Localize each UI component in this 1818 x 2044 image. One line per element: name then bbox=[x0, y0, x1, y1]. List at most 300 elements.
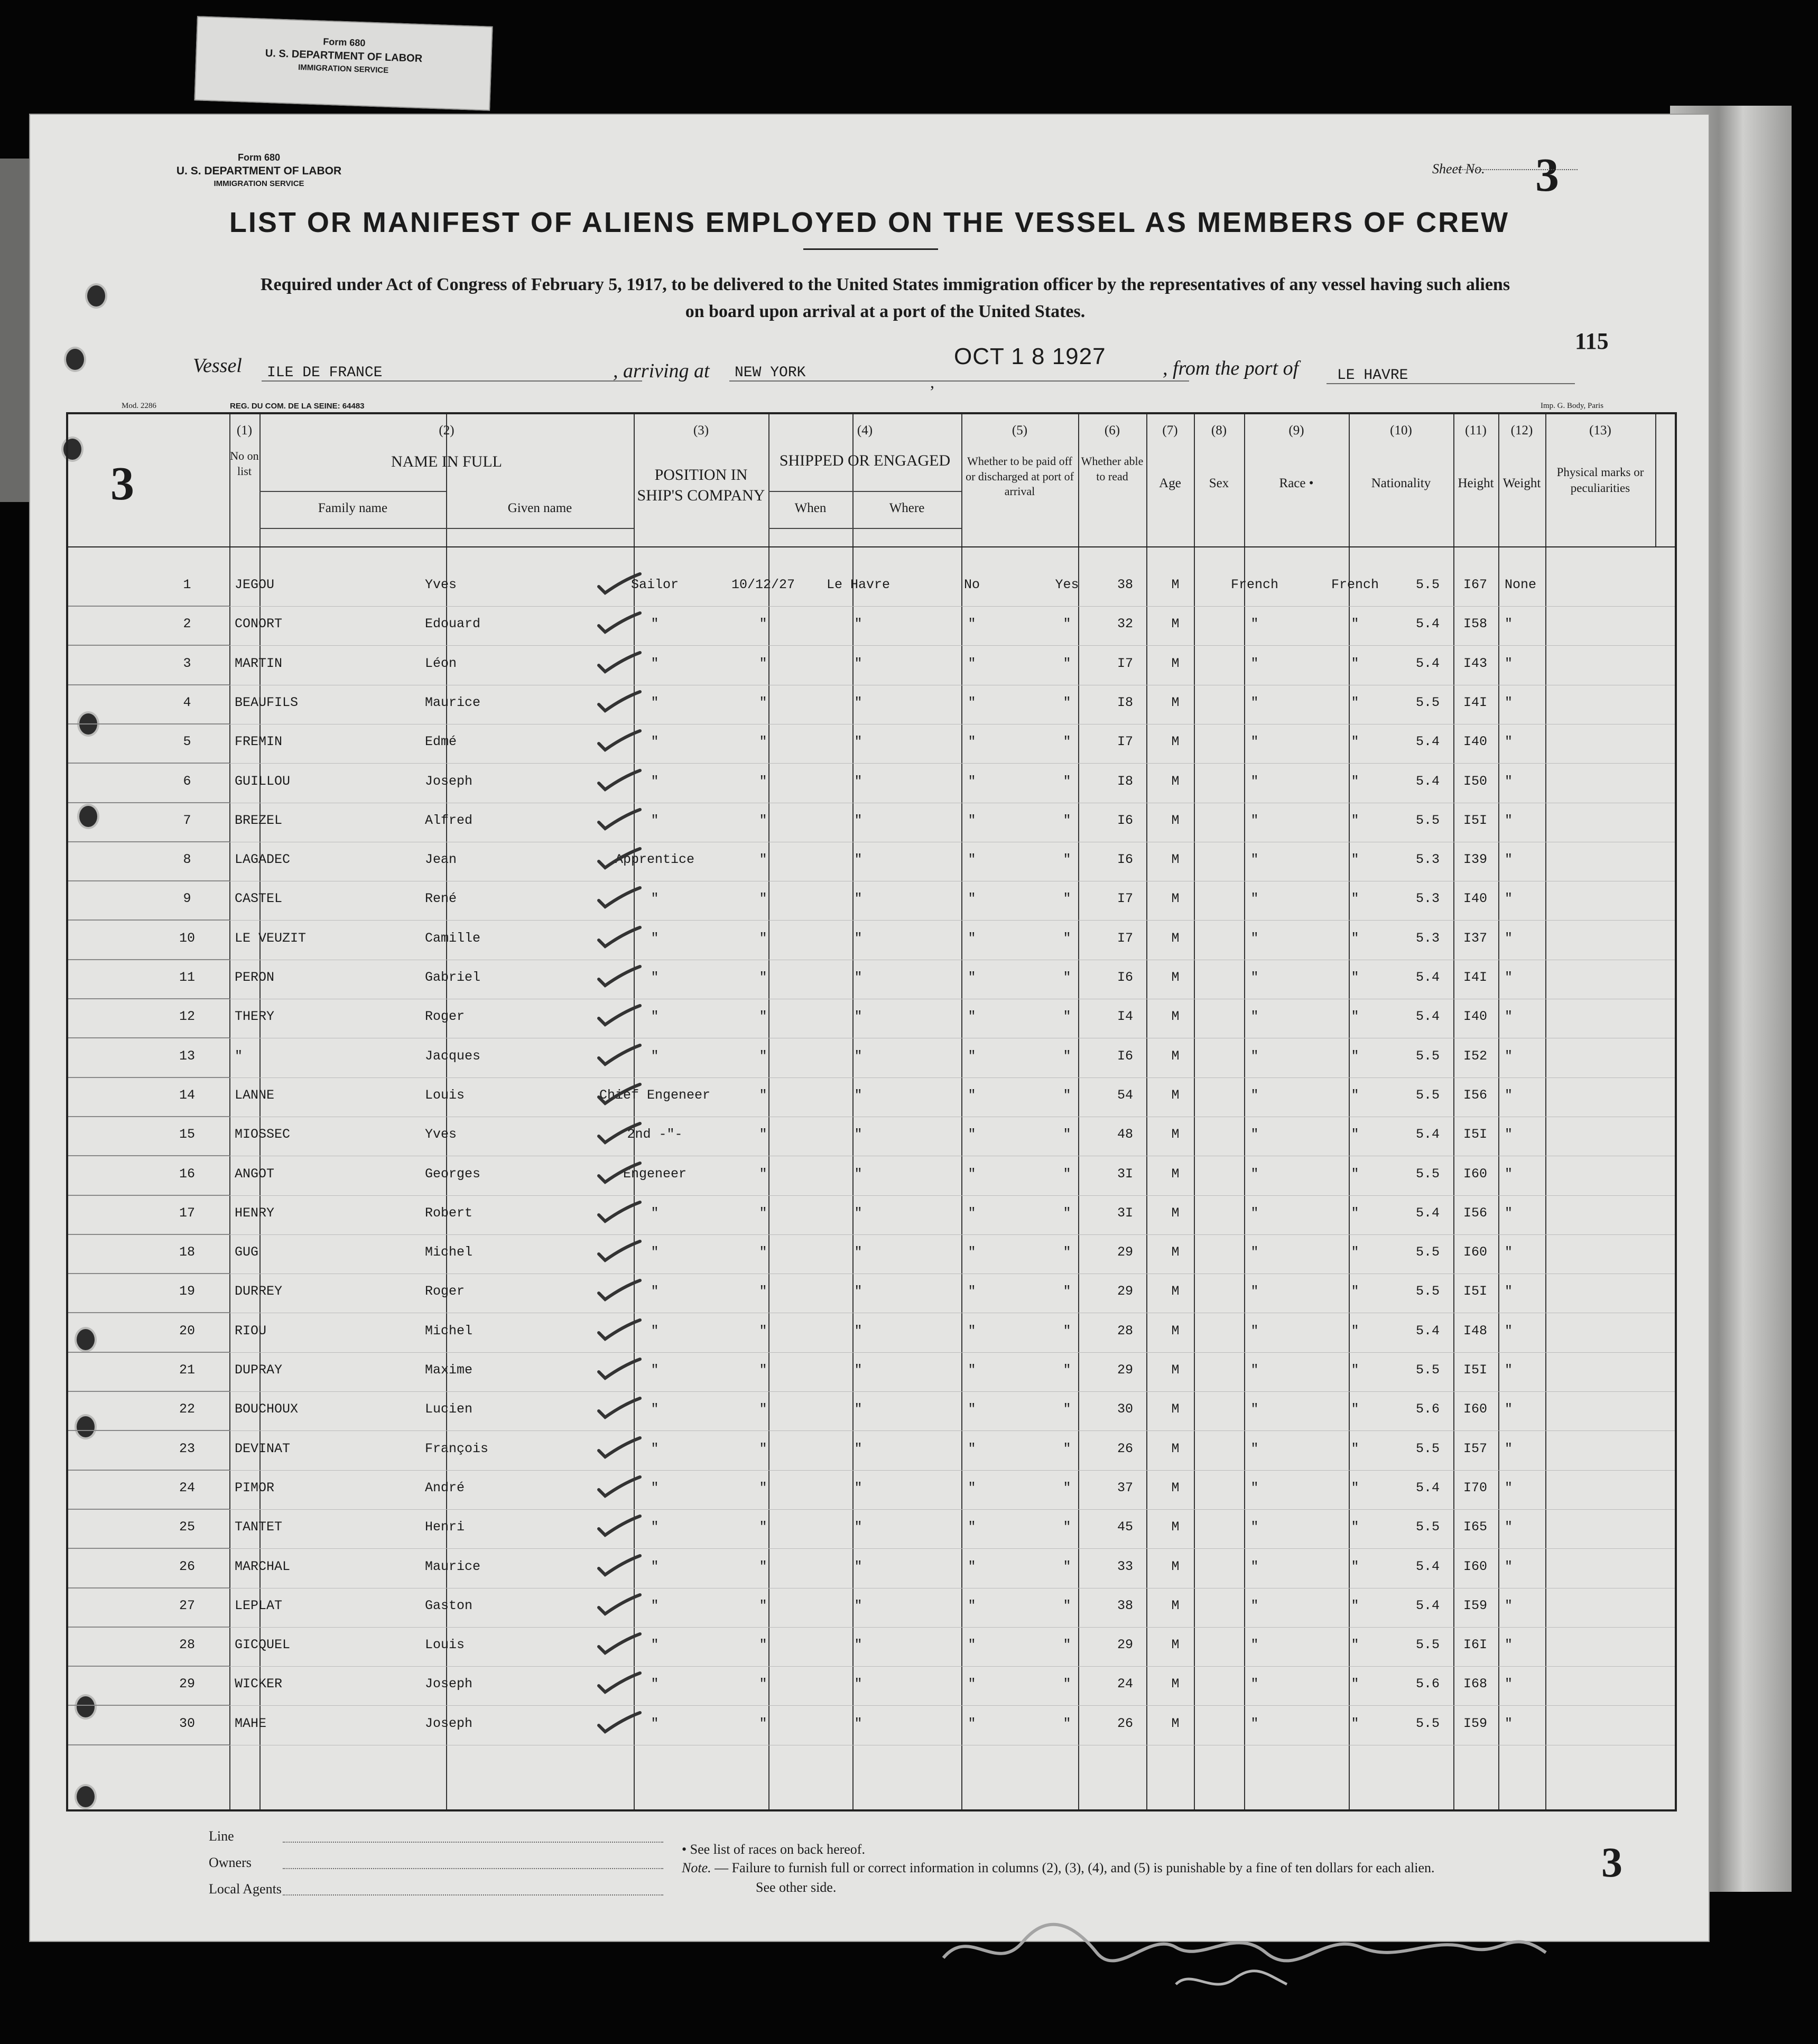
height-cell: 5.4 bbox=[1415, 970, 1440, 985]
inspector-check-mark bbox=[597, 925, 642, 952]
row-line bbox=[229, 1548, 1675, 1549]
row-number-cell: 4 bbox=[183, 695, 191, 710]
sex-cell: M bbox=[1171, 1284, 1180, 1299]
shipped-when-cell: " bbox=[759, 970, 767, 985]
paid-off-cell: " bbox=[968, 1205, 976, 1221]
shipped-when-cell: " bbox=[759, 1205, 767, 1221]
age-cell: 26 bbox=[1117, 1716, 1133, 1731]
row-line bbox=[68, 1705, 229, 1706]
shipped-where-cell: " bbox=[854, 656, 862, 671]
page-number: 115 bbox=[1575, 328, 1609, 354]
col-divider bbox=[1655, 414, 1656, 546]
height-cell: 5.3 bbox=[1415, 891, 1440, 906]
nationality-cell: " bbox=[1351, 1127, 1359, 1142]
service-label: IMMIGRATION SERVICE bbox=[214, 179, 304, 188]
given-name-cell: Léon bbox=[425, 656, 457, 671]
age-cell: 48 bbox=[1117, 1127, 1133, 1142]
row-number-cell: 28 bbox=[179, 1637, 195, 1652]
physical-marks-cell: " bbox=[1505, 1284, 1513, 1299]
weight-cell: I52 bbox=[1463, 1048, 1487, 1064]
family-name-cell: DURREY bbox=[235, 1284, 283, 1299]
inspector-check-mark bbox=[597, 1200, 642, 1227]
back-service: IMMIGRATION SERVICE bbox=[298, 63, 389, 75]
shipped-when-cell: " bbox=[759, 1480, 767, 1495]
weight-cell: I4I bbox=[1463, 695, 1487, 710]
physical-marks-cell: " bbox=[1505, 1009, 1513, 1024]
race-cell: " bbox=[1250, 616, 1259, 631]
nationality-cell: " bbox=[1351, 813, 1359, 828]
race-cell: " bbox=[1250, 1166, 1259, 1182]
sex-cell: M bbox=[1171, 695, 1180, 710]
age-cell: 26 bbox=[1117, 1441, 1133, 1456]
height-cell: 5.4 bbox=[1415, 1205, 1440, 1221]
given-name-cell: Joseph bbox=[425, 774, 473, 789]
nationality-cell: " bbox=[1351, 1166, 1359, 1182]
height-cell: 5.4 bbox=[1415, 656, 1440, 671]
table-row bbox=[68, 1274, 1675, 1313]
col4-label: SHIPPED OR ENGAGED bbox=[779, 452, 951, 469]
physical-marks-cell: " bbox=[1505, 1048, 1513, 1064]
table-row bbox=[68, 1196, 1675, 1235]
position-cell: " bbox=[651, 931, 659, 946]
row-line bbox=[68, 645, 229, 646]
shipped-when-cell: " bbox=[759, 1676, 767, 1692]
col7-number: (7) bbox=[1162, 423, 1178, 438]
sex-cell: M bbox=[1171, 1009, 1180, 1024]
inspector-check-mark bbox=[597, 1593, 642, 1619]
age-cell: 38 bbox=[1117, 1598, 1133, 1613]
nationality-cell: " bbox=[1351, 970, 1359, 985]
nationality-cell: " bbox=[1351, 1676, 1359, 1692]
family-name-cell: MARTIN bbox=[235, 656, 283, 671]
family-name-cell: PIMOR bbox=[235, 1480, 275, 1495]
nationality-cell: " bbox=[1351, 1401, 1359, 1417]
age-cell: I6 bbox=[1117, 970, 1133, 985]
col8-number: (8) bbox=[1211, 423, 1227, 438]
weight-cell: I60 bbox=[1463, 1401, 1487, 1417]
weight-cell: I43 bbox=[1463, 656, 1487, 671]
sex-cell: M bbox=[1171, 656, 1180, 671]
weight-cell: I60 bbox=[1463, 1244, 1487, 1260]
position-cell: " bbox=[651, 1598, 659, 1613]
crew-manifest-table bbox=[66, 412, 1677, 1811]
sex-cell: M bbox=[1171, 734, 1180, 749]
given-name-cell: Roger bbox=[425, 1009, 465, 1024]
family-name-cell: BREZEL bbox=[235, 813, 283, 828]
physical-marks-cell: " bbox=[1505, 891, 1513, 906]
position-cell: Sailor bbox=[630, 577, 679, 592]
physical-marks-cell: " bbox=[1505, 1716, 1513, 1731]
able-to-read-cell: " bbox=[1063, 1323, 1071, 1339]
row-number-cell: 14 bbox=[179, 1088, 195, 1103]
shipped-where-cell: Le Havre bbox=[826, 577, 891, 592]
able-to-read-cell: " bbox=[1063, 1284, 1071, 1299]
given-name-cell: Georges bbox=[425, 1166, 481, 1182]
position-cell: " bbox=[651, 1519, 659, 1535]
table-row bbox=[68, 1353, 1675, 1392]
position-cell: " bbox=[651, 1401, 659, 1417]
sex-cell: M bbox=[1171, 1166, 1180, 1182]
sex-cell: M bbox=[1171, 891, 1180, 906]
able-to-read-cell: " bbox=[1063, 891, 1071, 906]
physical-marks-cell: " bbox=[1505, 695, 1513, 710]
physical-marks-cell: " bbox=[1505, 1323, 1513, 1339]
physical-marks-cell: " bbox=[1505, 1598, 1513, 1613]
col12-number: (12) bbox=[1510, 423, 1533, 438]
row-line bbox=[68, 1548, 229, 1549]
local-agents-label: Local Agents bbox=[209, 1881, 282, 1897]
inspector-check-mark bbox=[597, 1396, 642, 1423]
from-port: LE HAVRE bbox=[1337, 367, 1408, 384]
sex-cell: M bbox=[1171, 1480, 1180, 1495]
inspector-check-mark bbox=[597, 651, 642, 677]
given-name-cell: Lucien bbox=[425, 1401, 473, 1417]
age-cell: I6 bbox=[1117, 1048, 1133, 1064]
shipped-where-cell: " bbox=[854, 1637, 862, 1652]
row-number-cell: 17 bbox=[179, 1205, 195, 1221]
line-label: Line bbox=[209, 1828, 234, 1844]
inspector-check-mark bbox=[597, 1357, 642, 1383]
paid-off-cell: " bbox=[968, 1441, 976, 1456]
able-to-read-cell: " bbox=[1063, 734, 1071, 749]
line-field bbox=[283, 1842, 663, 1843]
family-name-cell: CASTEL bbox=[235, 891, 283, 906]
position-cell: " bbox=[651, 1716, 659, 1731]
height-cell: 5.4 bbox=[1415, 734, 1440, 749]
age-cell: 29 bbox=[1117, 1284, 1133, 1299]
race-cell: " bbox=[1250, 1088, 1259, 1103]
race-cell: " bbox=[1250, 1598, 1259, 1613]
paid-off-cell: " bbox=[968, 1323, 976, 1339]
age-cell: I7 bbox=[1117, 734, 1133, 749]
table-row bbox=[68, 881, 1675, 921]
table-row bbox=[68, 999, 1675, 1038]
age-cell: 29 bbox=[1117, 1244, 1133, 1260]
row-line bbox=[68, 1312, 229, 1313]
table-row bbox=[68, 568, 1675, 607]
shipped-when-cell: " bbox=[759, 695, 767, 710]
nationality-cell: " bbox=[1351, 1519, 1359, 1535]
family-name-cell: PERON bbox=[235, 970, 275, 985]
row-number-cell: 12 bbox=[179, 1009, 195, 1024]
title-underline bbox=[803, 248, 938, 250]
row-number-cell: 23 bbox=[179, 1441, 195, 1456]
age-cell: 3I bbox=[1117, 1166, 1133, 1182]
family-name-cell: LEPLAT bbox=[235, 1598, 283, 1613]
race-cell: " bbox=[1250, 1480, 1259, 1495]
race-cell: " bbox=[1250, 1323, 1259, 1339]
given-name-cell: Yves bbox=[425, 577, 457, 592]
physical-marks-cell: " bbox=[1505, 774, 1513, 789]
shipped-where-cell: " bbox=[854, 1559, 862, 1574]
height-cell: 5.4 bbox=[1415, 1559, 1440, 1574]
table-row bbox=[68, 1392, 1675, 1431]
shipped-where-cell: " bbox=[854, 1048, 862, 1064]
shipped-when-cell: 10/12/27 bbox=[731, 577, 795, 592]
physical-marks-cell: " bbox=[1505, 1205, 1513, 1221]
able-to-read-cell: Yes bbox=[1055, 577, 1079, 592]
inspector-check-mark bbox=[597, 690, 642, 716]
given-name-cell: Alfred bbox=[425, 813, 473, 828]
table-row bbox=[68, 1157, 1675, 1196]
sheet-number: 3 bbox=[1535, 149, 1559, 201]
form-number: Form 680 bbox=[237, 152, 281, 163]
shipped-where-cell: " bbox=[854, 1323, 862, 1339]
position-cell: " bbox=[651, 734, 659, 749]
shipped-when-cell: " bbox=[759, 774, 767, 789]
table-row bbox=[68, 1510, 1675, 1549]
paid-off-cell: " bbox=[968, 813, 976, 828]
physical-marks-cell: " bbox=[1505, 1519, 1513, 1535]
position-cell: " bbox=[651, 891, 659, 906]
mod-label: Mod. 2286 bbox=[122, 402, 156, 410]
paid-off-cell: " bbox=[968, 1559, 976, 1574]
position-cell: " bbox=[651, 1048, 659, 1064]
race-cell: " bbox=[1250, 1676, 1259, 1692]
position-cell: " bbox=[651, 1480, 659, 1495]
position-cell: " bbox=[651, 695, 659, 710]
race-cell: " bbox=[1250, 1716, 1259, 1731]
race-cell: " bbox=[1250, 1284, 1259, 1299]
age-cell: I6 bbox=[1117, 852, 1133, 867]
family-name-cell: GUG bbox=[235, 1244, 259, 1260]
nationality-cell: " bbox=[1351, 1323, 1359, 1339]
agents-field bbox=[283, 1894, 663, 1896]
family-name-cell: LAGADEC bbox=[235, 852, 291, 867]
nationality-cell: " bbox=[1351, 1284, 1359, 1299]
height-cell: 5.5 bbox=[1415, 1362, 1440, 1378]
age-cell: I8 bbox=[1117, 695, 1133, 710]
height-cell: 5.5 bbox=[1415, 1637, 1440, 1652]
given-name-cell: François bbox=[425, 1441, 489, 1456]
able-to-read-cell: " bbox=[1063, 1127, 1071, 1142]
shipped-where-cell: " bbox=[854, 1009, 862, 1024]
physical-marks-cell: " bbox=[1505, 1637, 1513, 1652]
shipped-where-cell: " bbox=[854, 852, 862, 867]
table-row bbox=[68, 960, 1675, 999]
paid-off-cell: " bbox=[968, 970, 976, 985]
able-to-read-cell: " bbox=[1063, 852, 1071, 867]
race-cell: " bbox=[1250, 931, 1259, 946]
able-to-read-cell: " bbox=[1063, 1559, 1071, 1574]
race-cell: French bbox=[1230, 577, 1278, 592]
given-name-cell: Jacques bbox=[425, 1048, 481, 1064]
sex-cell: M bbox=[1171, 1088, 1180, 1103]
shipped-when-cell: " bbox=[759, 1088, 767, 1103]
position-cell: Engeneer bbox=[623, 1166, 687, 1182]
sex-cell: M bbox=[1171, 1676, 1180, 1692]
sex-cell: M bbox=[1171, 1637, 1180, 1652]
row-number-cell: 22 bbox=[179, 1401, 195, 1417]
row-number-cell: 2 bbox=[183, 616, 191, 631]
given-name-cell: Yves bbox=[425, 1127, 457, 1142]
family-name-cell: GICQUEL bbox=[235, 1637, 291, 1652]
able-to-read-cell: " bbox=[1063, 1716, 1071, 1731]
col3-number: (3) bbox=[693, 423, 709, 438]
row-number-cell: 13 bbox=[179, 1048, 195, 1064]
weight-cell: I58 bbox=[1463, 616, 1487, 631]
position-cell: Chief Engeneer bbox=[599, 1088, 711, 1103]
shipped-when-cell: " bbox=[759, 1716, 767, 1731]
given-name-cell: Jean bbox=[425, 852, 457, 867]
sex-cell: M bbox=[1171, 1401, 1180, 1417]
shipped-where-cell: " bbox=[854, 1716, 862, 1731]
height-header: Height bbox=[1458, 476, 1494, 490]
weight-cell: I6I bbox=[1463, 1637, 1487, 1652]
able-to-read-cell: " bbox=[1063, 970, 1071, 985]
table-row bbox=[68, 1235, 1675, 1274]
races-note: • See list of races on back hereof. bbox=[682, 1842, 865, 1857]
position-cell: " bbox=[651, 1244, 659, 1260]
sex-cell: M bbox=[1171, 1244, 1180, 1260]
given-name-cell: Camille bbox=[425, 931, 481, 946]
physical-marks-cell: " bbox=[1505, 1559, 1513, 1574]
shipped-subheader-line bbox=[768, 491, 961, 492]
given-name-cell: Louis bbox=[425, 1088, 465, 1103]
footer-sheet-number: 3 bbox=[1601, 1839, 1622, 1886]
from-port-label: , from the port of bbox=[1163, 357, 1299, 379]
shipped-where-cell: " bbox=[854, 774, 862, 789]
row-number-cell: 21 bbox=[179, 1362, 195, 1378]
height-cell: 5.5 bbox=[1415, 1716, 1440, 1731]
inspector-check-mark bbox=[597, 1004, 642, 1030]
position-cell: Apprentice bbox=[615, 852, 695, 867]
row-number-cell: 29 bbox=[179, 1676, 195, 1692]
page-title: LIST OR MANIFEST OF ALIENS EMPLOYED ON THE VESSEL AS MEMBERS OF CREW bbox=[229, 207, 1510, 238]
paid-off-cell: No bbox=[963, 577, 980, 592]
age-cell: 30 bbox=[1117, 1401, 1133, 1417]
paid-off-cell: " bbox=[968, 734, 976, 749]
position-cell: " bbox=[651, 1637, 659, 1652]
sex-cell: M bbox=[1171, 1205, 1180, 1221]
race-cell: " bbox=[1250, 695, 1259, 710]
row-number-cell: 8 bbox=[183, 852, 191, 867]
sheet-no-line bbox=[1456, 169, 1578, 170]
nationality-cell: " bbox=[1351, 891, 1359, 906]
race-cell: " bbox=[1250, 970, 1259, 985]
nationality-cell: " bbox=[1351, 1048, 1359, 1064]
position-cell: " bbox=[651, 1009, 659, 1024]
table-row bbox=[68, 1628, 1675, 1667]
table-row bbox=[68, 1117, 1675, 1156]
paid-off-cell: " bbox=[968, 852, 976, 867]
inspector-check-mark bbox=[597, 847, 642, 873]
inspector-check-mark bbox=[597, 1711, 642, 1737]
inspector-check-mark bbox=[597, 1082, 642, 1109]
race-cell: " bbox=[1250, 1244, 1259, 1260]
col5-number: (5) bbox=[1012, 423, 1028, 438]
see-other-side-note: See other side. bbox=[756, 1880, 837, 1895]
table-row bbox=[68, 1078, 1675, 1117]
row-line bbox=[68, 1037, 229, 1038]
table-row bbox=[68, 921, 1675, 960]
physical-marks-cell: None bbox=[1505, 577, 1537, 592]
margin-sheet-number: 3 bbox=[110, 458, 134, 510]
vessel-name: ILE DE FRANCE bbox=[267, 365, 383, 381]
paid-off-cell: " bbox=[968, 1480, 976, 1495]
row-line bbox=[68, 919, 229, 921]
family-name-cell: THERY bbox=[235, 1009, 275, 1024]
position-cell: " bbox=[651, 1284, 659, 1299]
able-to-read-cell: " bbox=[1063, 1401, 1071, 1417]
col3-label: POSITION IN SHIP'S COMPANY bbox=[637, 466, 765, 504]
shipped-where-cell: " bbox=[854, 1205, 862, 1221]
able-to-read-cell: " bbox=[1063, 1166, 1071, 1182]
family-name-cell: BEAUFILS bbox=[235, 695, 299, 710]
paid-off-cell: " bbox=[968, 1362, 976, 1378]
family-name-cell: DEVINAT bbox=[235, 1441, 291, 1456]
paid-off-cell: " bbox=[968, 1284, 976, 1299]
shipped-when-cell: " bbox=[759, 1598, 767, 1613]
height-cell: 5.3 bbox=[1415, 852, 1440, 867]
family-name-cell: ANGOT bbox=[235, 1166, 275, 1182]
able-to-read-cell: " bbox=[1063, 1088, 1071, 1103]
date-line bbox=[941, 380, 1189, 382]
position-cell: " bbox=[651, 1441, 659, 1456]
shipped-where-cell: " bbox=[854, 931, 862, 946]
physical-marks-cell: " bbox=[1505, 1676, 1513, 1692]
arriving-label: , arriving at bbox=[613, 360, 710, 382]
physical-marks-cell: " bbox=[1505, 1441, 1513, 1456]
race-cell: " bbox=[1250, 656, 1259, 671]
shipped-where-cell: " bbox=[854, 1441, 862, 1456]
weight-cell: I56 bbox=[1463, 1205, 1487, 1221]
department-label: U. S. DEPARTMENT OF LABOR bbox=[176, 165, 342, 177]
row-number-cell: 20 bbox=[179, 1323, 195, 1339]
family-name-cell: RIOU bbox=[235, 1323, 267, 1339]
paid-off-cell: " bbox=[968, 1637, 976, 1652]
shipped-when-cell: " bbox=[759, 1284, 767, 1299]
nationality-cell: " bbox=[1351, 1009, 1359, 1024]
family-name-cell: HENRY bbox=[235, 1205, 275, 1221]
height-cell: 5.6 bbox=[1415, 1401, 1440, 1417]
shipped-when-cell: " bbox=[759, 1009, 767, 1024]
age-cell: 28 bbox=[1117, 1323, 1133, 1339]
back-sheet bbox=[194, 16, 493, 110]
given-name-cell: Robert bbox=[425, 1205, 473, 1221]
given-name-cell: Maurice bbox=[425, 1559, 481, 1574]
position-cell: " bbox=[651, 813, 659, 828]
sex-cell: M bbox=[1171, 1441, 1180, 1456]
vessel-line bbox=[262, 380, 642, 382]
height-cell: 5.5 bbox=[1415, 1166, 1440, 1182]
shipped-where-cell: " bbox=[854, 1284, 862, 1299]
family-name-cell: DUPRAY bbox=[235, 1362, 283, 1378]
weight-cell: I37 bbox=[1463, 931, 1487, 946]
col2-number: (2) bbox=[439, 423, 454, 438]
row-number-cell: 30 bbox=[179, 1716, 195, 1731]
weight-header: Weight bbox=[1502, 476, 1541, 490]
paid-off-cell: " bbox=[968, 656, 976, 671]
sex-cell: M bbox=[1171, 1598, 1180, 1613]
given-name-cell: Roger bbox=[425, 1284, 465, 1299]
sex-cell: M bbox=[1171, 1323, 1180, 1339]
paid-off-cell: " bbox=[968, 1676, 976, 1692]
family-name-cell: MAHE bbox=[235, 1716, 267, 1731]
shipped-where-cell: " bbox=[854, 1088, 862, 1103]
height-cell: 5.5 bbox=[1415, 1519, 1440, 1535]
weight-cell: I50 bbox=[1463, 774, 1487, 789]
col10-number: (10) bbox=[1390, 423, 1412, 438]
age-cell: 54 bbox=[1117, 1088, 1133, 1103]
table-row bbox=[68, 1667, 1675, 1706]
height-cell: 5.5 bbox=[1415, 1088, 1440, 1103]
inspector-check-mark bbox=[597, 1318, 642, 1344]
nationality-cell: French bbox=[1331, 577, 1379, 592]
position-cell: " bbox=[651, 616, 659, 631]
table-row bbox=[68, 1706, 1675, 1745]
nationality-cell: " bbox=[1351, 774, 1359, 789]
